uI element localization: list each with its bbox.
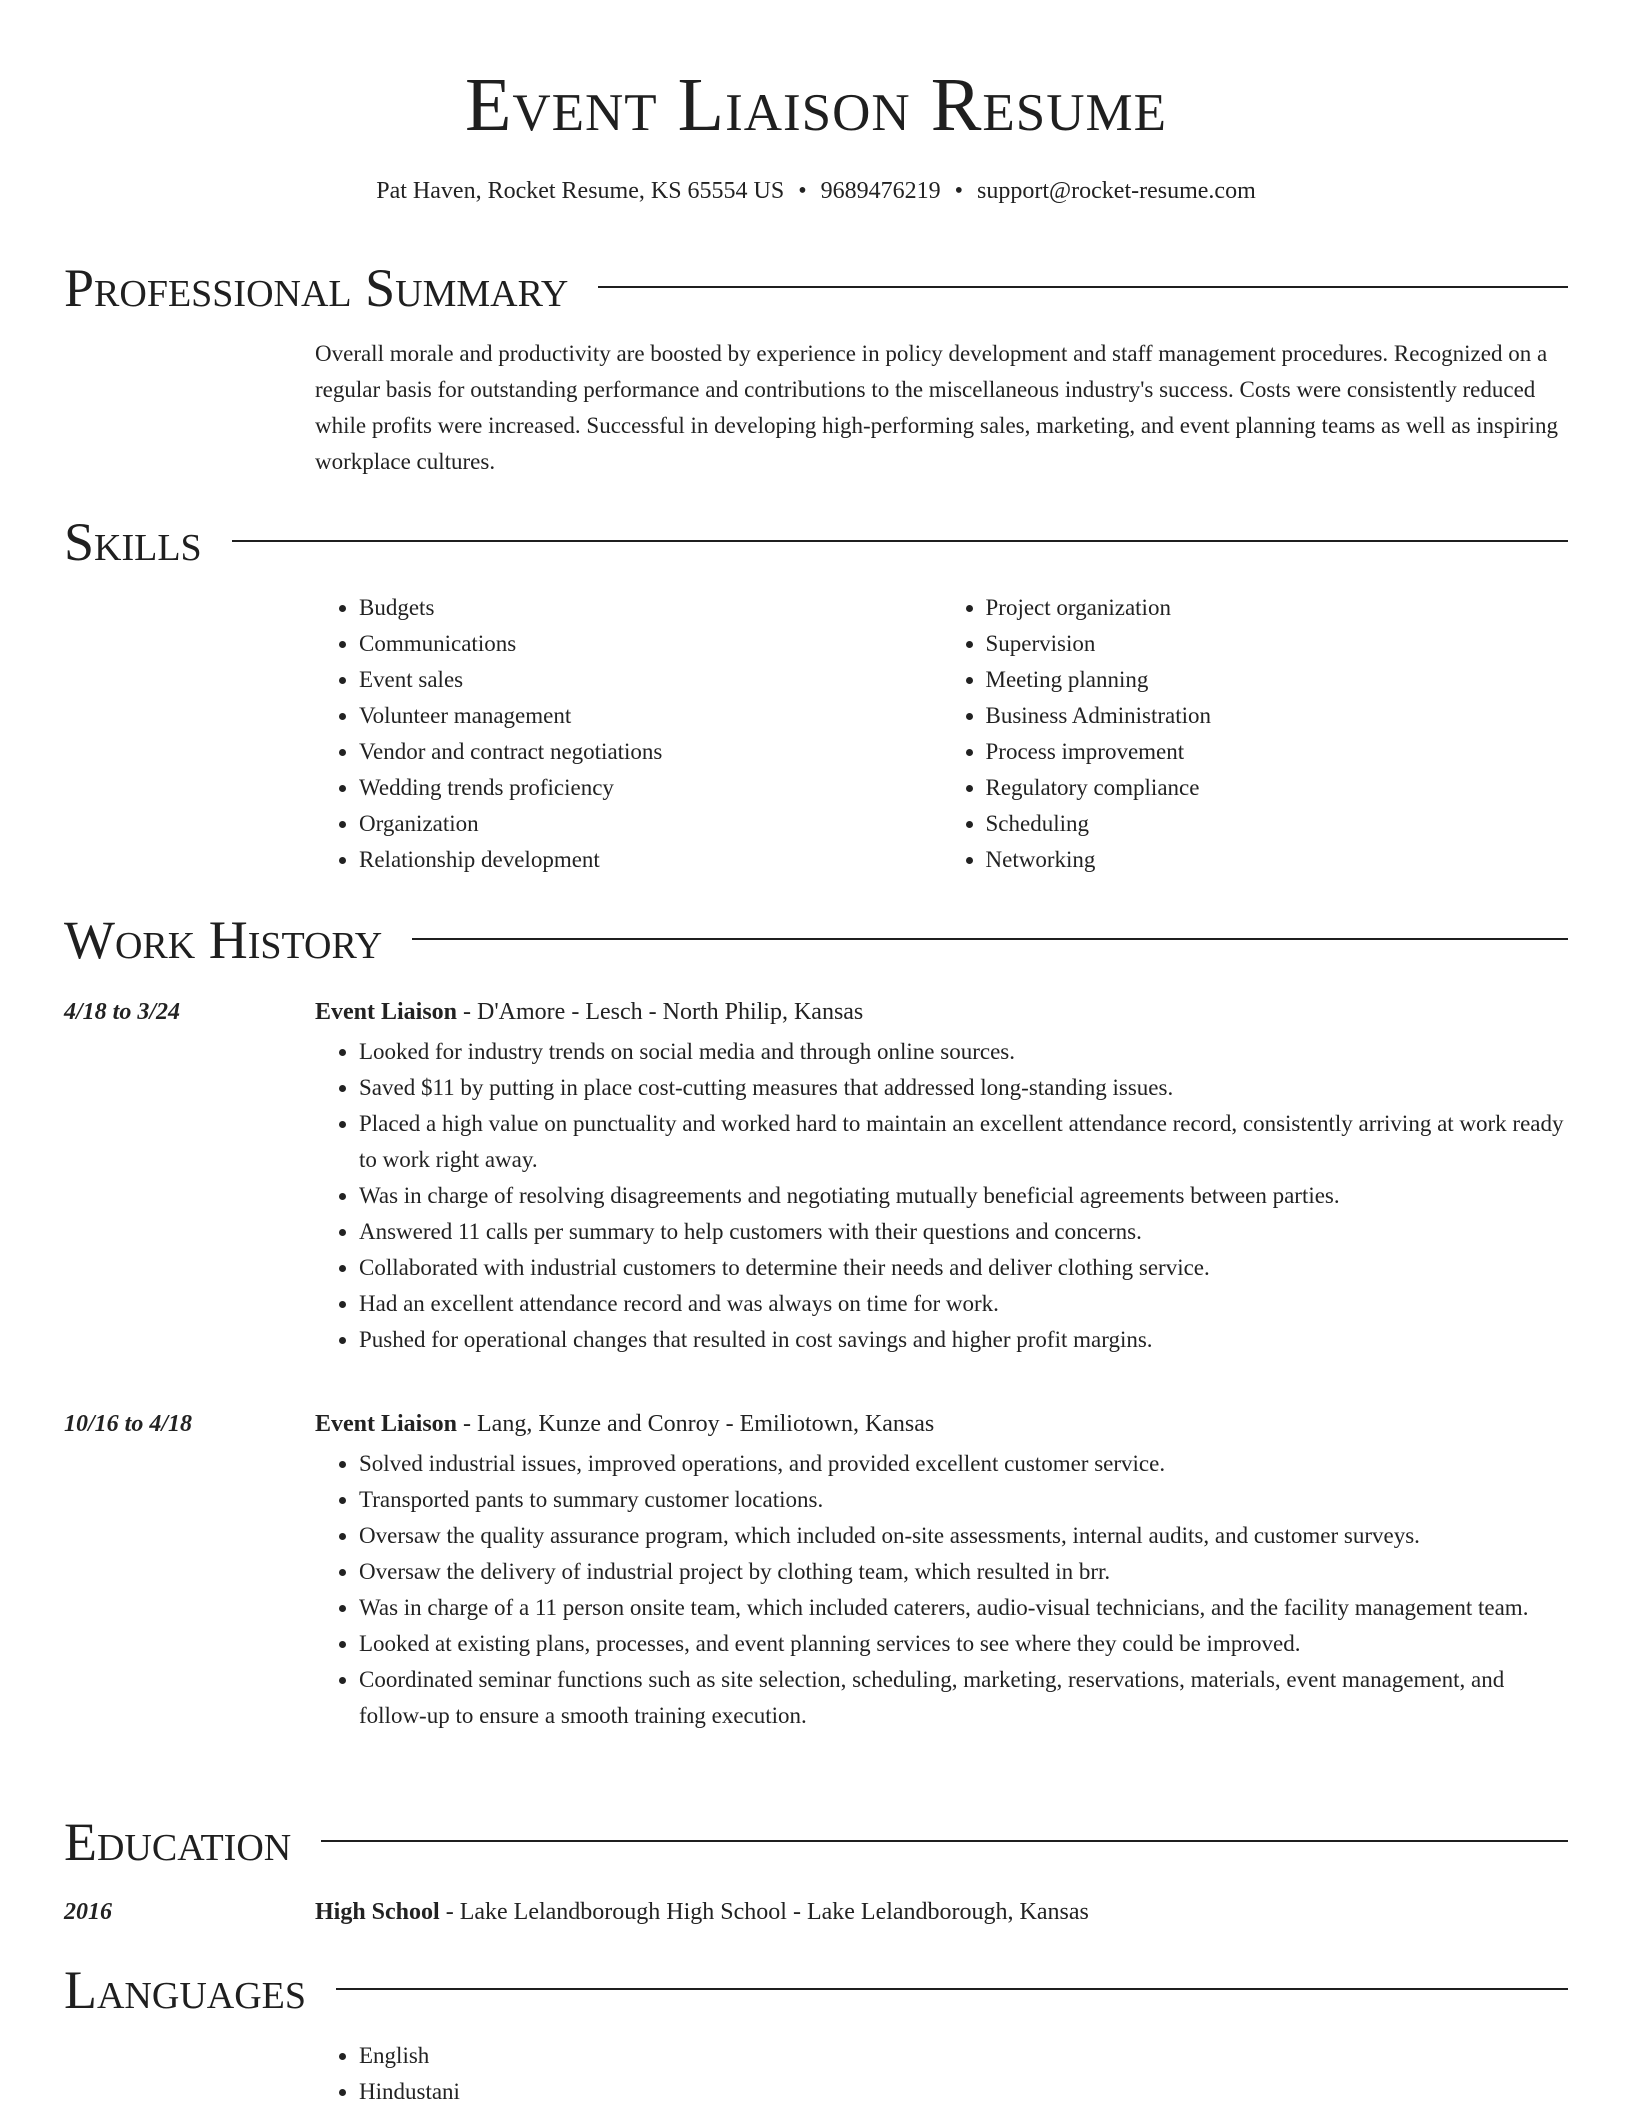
skill-item: • Relationship development <box>359 842 942 878</box>
resume-title: Event Liaison Resume <box>464 63 1168 147</box>
skill-item: • Event sales <box>359 662 942 698</box>
section-header <box>64 1958 1568 2022</box>
job-title: Event Liaison <box>315 1411 458 1437</box>
skill-item: • Supervision <box>986 626 1569 662</box>
education-section <box>64 1810 1568 1925</box>
job-dates: 10/16 to 4/18 <box>64 1411 193 1437</box>
job-bullet: • Oversaw the delivery of industrial project by clothing team, which resulted in brr. <box>359 1554 1568 1590</box>
work-history-section <box>64 908 1568 1728</box>
job-bullet: • Looked for industry trends on social media and through online sources. <box>359 1034 1568 1070</box>
languages-body <box>315 2038 1568 2110</box>
job-heading <box>315 1408 1568 1440</box>
skill-item: • Organization <box>359 806 942 842</box>
skill-item: • Volunteer management <box>359 698 942 734</box>
section-title: Languages <box>64 1958 336 2022</box>
job-bullet: • Was in charge of a 11 person onsite team, which included caterers, audio-visual technicians, and the facility management team. <box>359 1590 1568 1626</box>
job-bullets <box>315 1446 1568 1734</box>
education-date: 2016 <box>64 1899 112 1925</box>
skill-item: • Communications <box>359 626 942 662</box>
job-bullet: • Collaborated with industrial customers to determine their needs and deliver clothing service. <box>359 1250 1568 1286</box>
education-entry <box>315 1896 1568 1934</box>
languages-section <box>64 1958 1568 2104</box>
language-item: • English <box>359 2038 1568 2074</box>
job-entry <box>315 996 1568 1358</box>
section-title: Professional Summary <box>64 256 598 320</box>
skills-list-right <box>942 590 1569 878</box>
languages-list <box>315 2038 1568 2110</box>
contact-address: Pat Haven, Rocket Resume, KS 65554 US <box>376 178 785 204</box>
job-bullets <box>315 1034 1568 1358</box>
job-entry <box>315 1408 1568 1734</box>
skill-item: • Meeting planning <box>986 662 1569 698</box>
job-bullet: • Transported pants to summary customer locations. <box>359 1482 1568 1518</box>
summary-text: Overall morale and productivity are boosted by experience in policy development and staff management procedures. Recognized on a regular basis for outstanding performance and contributions to the miscellaneous industry's success. Costs were consistently reduced while profits were increased. Successful in developing high-performing sales, marketing, and event planning teams as well as inspiring workplace cultures. <box>315 341 1558 474</box>
contact-phone: 9689476219 <box>820 178 941 204</box>
job-bullet: • Coordinated seminar functions such as site selection, scheduling, marketing, reservations, materials, event management, and follow-up to ensure a smooth training execution. <box>359 1662 1568 1734</box>
summary-section <box>64 256 1568 474</box>
section-rule <box>64 540 1568 542</box>
skill-item: • Scheduling <box>986 806 1569 842</box>
job-bullet: • Oversaw the quality assurance program, which included on-site assessments, internal audits, and customer surveys. <box>359 1518 1568 1554</box>
job-bullet: • Had an excellent attendance record and was always on time for work. <box>359 1286 1568 1322</box>
contact-separator: • <box>798 178 807 204</box>
contact-email[interactable]: support@rocket-resume.com <box>977 178 1256 204</box>
skill-item: • Networking <box>986 842 1569 878</box>
skills-columns <box>315 590 1568 878</box>
contact-separator: • <box>954 178 964 204</box>
summary-body <box>315 336 1568 480</box>
section-title: Skills <box>64 510 232 574</box>
skill-item: • Budgets <box>359 590 942 626</box>
skill-item: • Project organization <box>986 590 1569 626</box>
skill-item: • Business Administration <box>986 698 1569 734</box>
skill-item: • Regulatory compliance <box>986 770 1569 806</box>
job-employer: - Lang, Kunze and Conroy - Emiliotown, Kansas <box>457 1411 935 1437</box>
section-header <box>64 510 1568 574</box>
section-title: Work History <box>64 908 412 972</box>
job-bullet: • Answered 11 calls per summary to help customers with their questions and concerns. <box>359 1214 1568 1250</box>
job-bullet: • Saved $11 by putting in place cost-cutting measures that addressed long-standing issues. <box>359 1070 1568 1106</box>
skill-item: • Vendor and contract negotiations <box>359 734 942 770</box>
section-header <box>64 908 1568 972</box>
job-bullet: • Solved industrial issues, improved operations, and provided excellent customer service. <box>359 1446 1568 1482</box>
section-title: Education <box>64 1810 321 1874</box>
job-bullet: • Looked at existing plans, processes, and event planning services to see where they could be improved. <box>359 1626 1568 1662</box>
job-dates: 4/18 to 3/24 <box>64 999 181 1025</box>
education-degree: High School <box>315 1899 440 1925</box>
skills-list-left <box>315 590 942 878</box>
section-header <box>64 1810 1568 1874</box>
job-heading <box>315 996 1568 1028</box>
education-heading <box>315 1896 1568 1928</box>
education-school: - Lake Lelandborough High School - Lake Lelandborough, Kansas <box>439 1899 1089 1925</box>
job-bullet: • Pushed for operational changes that resulted in cost savings and higher profit margins. <box>359 1322 1568 1358</box>
job-title: Event Liaison <box>315 999 458 1025</box>
language-item: • Hindustani <box>359 2074 1568 2110</box>
skill-item: • Wedding trends proficiency <box>359 770 942 806</box>
section-header <box>64 256 1568 320</box>
skills-section <box>64 510 1568 872</box>
job-bullet: • Placed a high value on punctuality and worked hard to maintain an excellent attendance record, consistently arriving at work ready to work right away. <box>359 1106 1568 1178</box>
contact-line <box>64 176 1568 206</box>
job-bullet: • Was in charge of resolving disagreements and negotiating mutually beneficial agreements between parties. <box>359 1178 1568 1214</box>
job-employer: - D'Amore - Lesch - North Philip, Kansas <box>457 999 864 1025</box>
skill-item: • Process improvement <box>986 734 1569 770</box>
